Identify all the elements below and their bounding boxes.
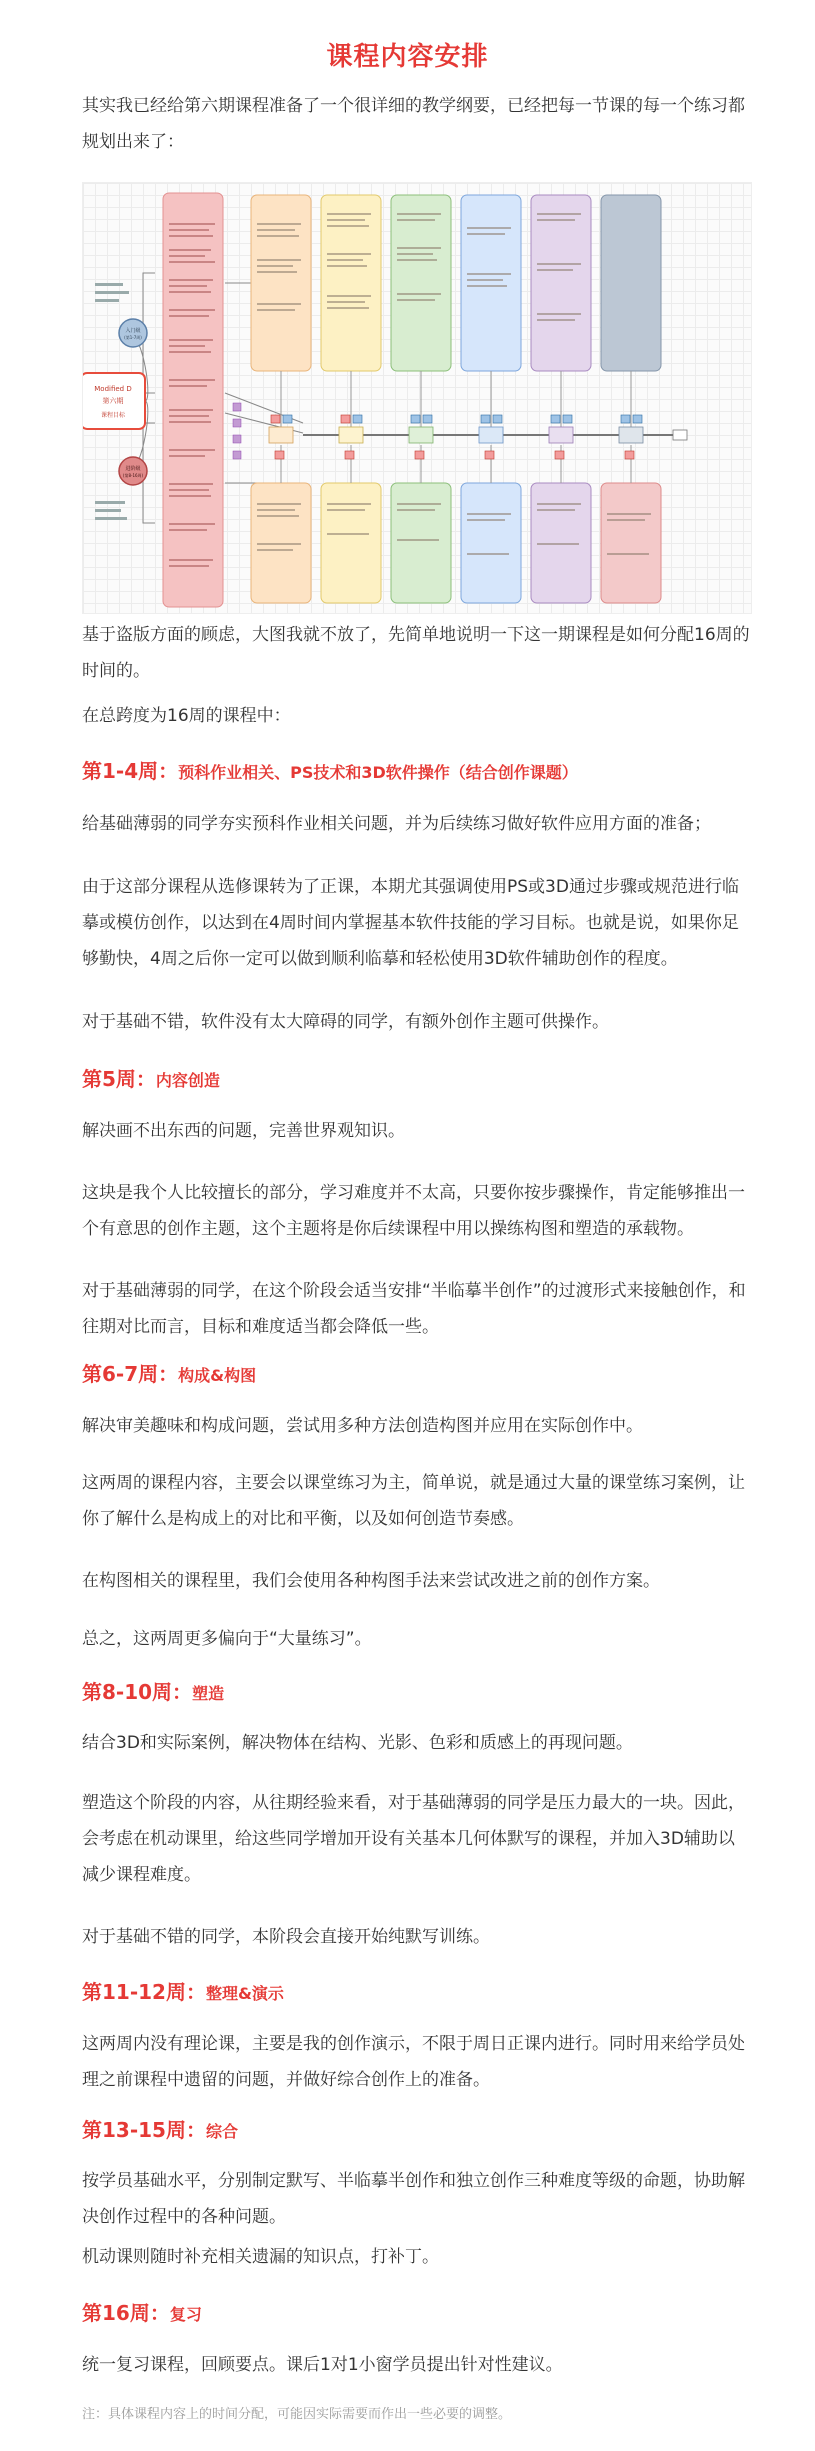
section-1-paragraph-2: 由于这部分课程从选修课转为了正课，本期尤其强调使用PS或3D通过步骤或规范进行临摹或模仿创作，以达到在4周时间内掌握基本软件技能的学习目标。也就是说，如果你足够勤快，4周之后你一定可以做到顺利临摹和轻松使用3D软件辅助创作的程度。 (82, 877, 739, 969)
section-heading-week-6-7 (82, 1359, 750, 1391)
section-week-label: 第6-7周： (82, 1362, 179, 1386)
timeline-box-3 (409, 427, 433, 443)
section-4-paragraph-2: 塑造这个阶段的内容，从往期经验来看，对于基础薄弱的同学是压力最大的一块。因此，会考虑在机动课里，给这些同学增加开设有关基本几何体默写的课程，并加入3D辅助以减少课程难度。 (82, 1793, 745, 1885)
course-outline-diagram (82, 182, 752, 614)
beginner-node-label-2: (第1-7周) (124, 335, 142, 340)
top-column-orange (251, 195, 311, 371)
center-node-label-2: 第六期 (102, 397, 124, 405)
marker-3 (233, 451, 241, 459)
section-5-paragraph-1: 这两周内没有理论课，主要是我的创作演示，不限于周日正课内进行。同时用来给学员处理之前课程中遗留的问题，并做好综合创作上的准备。 (82, 2034, 745, 2090)
intro-paragraph: 其实我已经给第六期课程准备了一个很详细的教学纲要，已经把每一节课的每一个练习都规划出来了： (82, 96, 745, 152)
section-topic-label: 预科作业相关、PS技术和3D软件操作（结合创作课题） (178, 763, 578, 782)
section-4-paragraph-3: 对于基础不错的同学，本阶段会直接开始纯默写训练。 (82, 1927, 490, 1947)
section-heading-week-1-4 (82, 756, 750, 788)
section-1-paragraph-3: 对于基础不错，软件没有太大障碍的同学，有额外创作主题可供操作。 (82, 1012, 609, 1032)
top-column-gray (601, 195, 661, 371)
advanced-node-label-2: (第8-16周) (122, 473, 144, 478)
center-node-label-1: Modified D (94, 385, 132, 393)
top-column-yellow (321, 195, 381, 371)
top-column-purple (531, 195, 591, 371)
section-week-label: 第5周： (82, 1067, 156, 1091)
section-2-paragraph-3: 对于基础薄弱的同学，在这个阶段会适当安排“半临摹半创作”的过渡形式来接触创作，和往期对比而言，目标和难度适当都会降低一些。 (82, 1281, 746, 1337)
span-intro-paragraph: 在总跨度为16周的课程中： (82, 706, 291, 726)
section-heading-week-13-15 (82, 2115, 750, 2147)
section-heading-week-11-12 (82, 1977, 750, 2009)
marker-2 (233, 435, 241, 443)
timeline-box-5 (549, 427, 573, 443)
center-node-label-3: 课程目标 (100, 412, 126, 419)
top-column-blue (461, 195, 521, 371)
section-heading-week-16 (82, 2298, 750, 2330)
marker-1 (233, 419, 241, 427)
timeline-box-4 (479, 427, 503, 443)
section-week-label: 第1-4周： (82, 759, 179, 783)
section-topic-label: 复习 (169, 2305, 202, 2324)
section-week-label: 第8-10周： (82, 1680, 193, 1704)
timeline-box-2 (339, 427, 363, 443)
advanced-node-label-1: 进阶级 (125, 466, 141, 472)
beginner-node-label-1: 入门级 (125, 328, 141, 334)
bottom-column-blue (461, 483, 521, 603)
section-topic-label: 整理&演示 (205, 1984, 284, 2003)
section-7-paragraph-1: 统一复习课程，回顾要点。课后1对1小窗学员提出针对性建议。 (82, 2355, 563, 2375)
page-title: 课程内容安排 (326, 42, 489, 72)
timeline-box-6 (619, 427, 643, 443)
section-week-label: 第16周： (82, 2301, 170, 2325)
marker-4 (233, 403, 241, 411)
section-topic-label: 综合 (205, 2122, 238, 2141)
section-1-paragraph-1: 给基础薄弱的同学夯实预科作业相关问题，并为后续练习做好软件应用方面的准备； (82, 814, 711, 834)
timeline-end-box (673, 430, 687, 440)
bottom-column-yellow (321, 483, 381, 603)
section-4-paragraph-1: 结合3D和实际案例，解决物体在结构、光影、色彩和质感上的再现问题。 (82, 1733, 633, 1753)
section-heading-week-8-10 (82, 1677, 750, 1709)
section-week-label: 第13-15周： (82, 2118, 206, 2142)
top-column-green (391, 195, 451, 371)
timeline-box-1 (269, 427, 293, 443)
bottom-column-green (391, 483, 451, 603)
after-diagram-paragraph: 基于盗版方面的顾虑，大图我就不放了，先简单地说明一下这一期课程是如何分配16周的时间的。 (82, 625, 750, 681)
section-3-paragraph-2: 这两周的课程内容，主要会以课堂练习为主，简单说，就是通过大量的课堂练习案例，让你了解什么是构成上的对比和平衡，以及如何创造节奏感。 (82, 1473, 745, 1529)
section-3-paragraph-3: 在构图相关的课程里，我们会使用各种构图手法来尝试改进之前的创作方案。 (82, 1571, 660, 1591)
footnote: 注：具体课程内容上的时间分配，可能因实际需要而作出一些必要的调整。 (82, 2407, 512, 2422)
section-2-paragraph-2: 这块是我个人比较擅长的部分，学习难度并不太高，只要你按步骤操作，肯定能够推出一个有意思的创作主题，这个主题将是你后续课程中用以操练构图和塑造的承载物。 (82, 1183, 745, 1239)
section-6-paragraph-2: 机动课则随时补充相关遗漏的知识点，打补丁。 (82, 2247, 439, 2267)
mindmap-svg (83, 183, 751, 613)
section-topic-label: 塑造 (192, 1684, 225, 1703)
section-topic-label: 构成&构图 (178, 1366, 257, 1385)
section-6-paragraph-1: 按学员基础水平，分别制定默写、半临摹半创作和独立创作三种难度等级的命题，协助解决创作过程中的各种问题。 (82, 2171, 745, 2227)
section-topic-label: 内容创造 (155, 1071, 220, 1090)
section-2-paragraph-1: 解决画不出东西的问题，完善世界观知识。 (82, 1121, 405, 1141)
section-week-label: 第11-12周： (82, 1980, 206, 2004)
section-3-paragraph-1: 解决审美趣味和构成问题，尝试用多种方法创造构图并应用在实际创作中。 (82, 1416, 643, 1436)
section-3-paragraph-4: 总之，这两周更多偏向于“大量练习”。 (82, 1629, 372, 1649)
bottom-column-pink (601, 483, 661, 603)
section-heading-week-5 (82, 1064, 750, 1096)
